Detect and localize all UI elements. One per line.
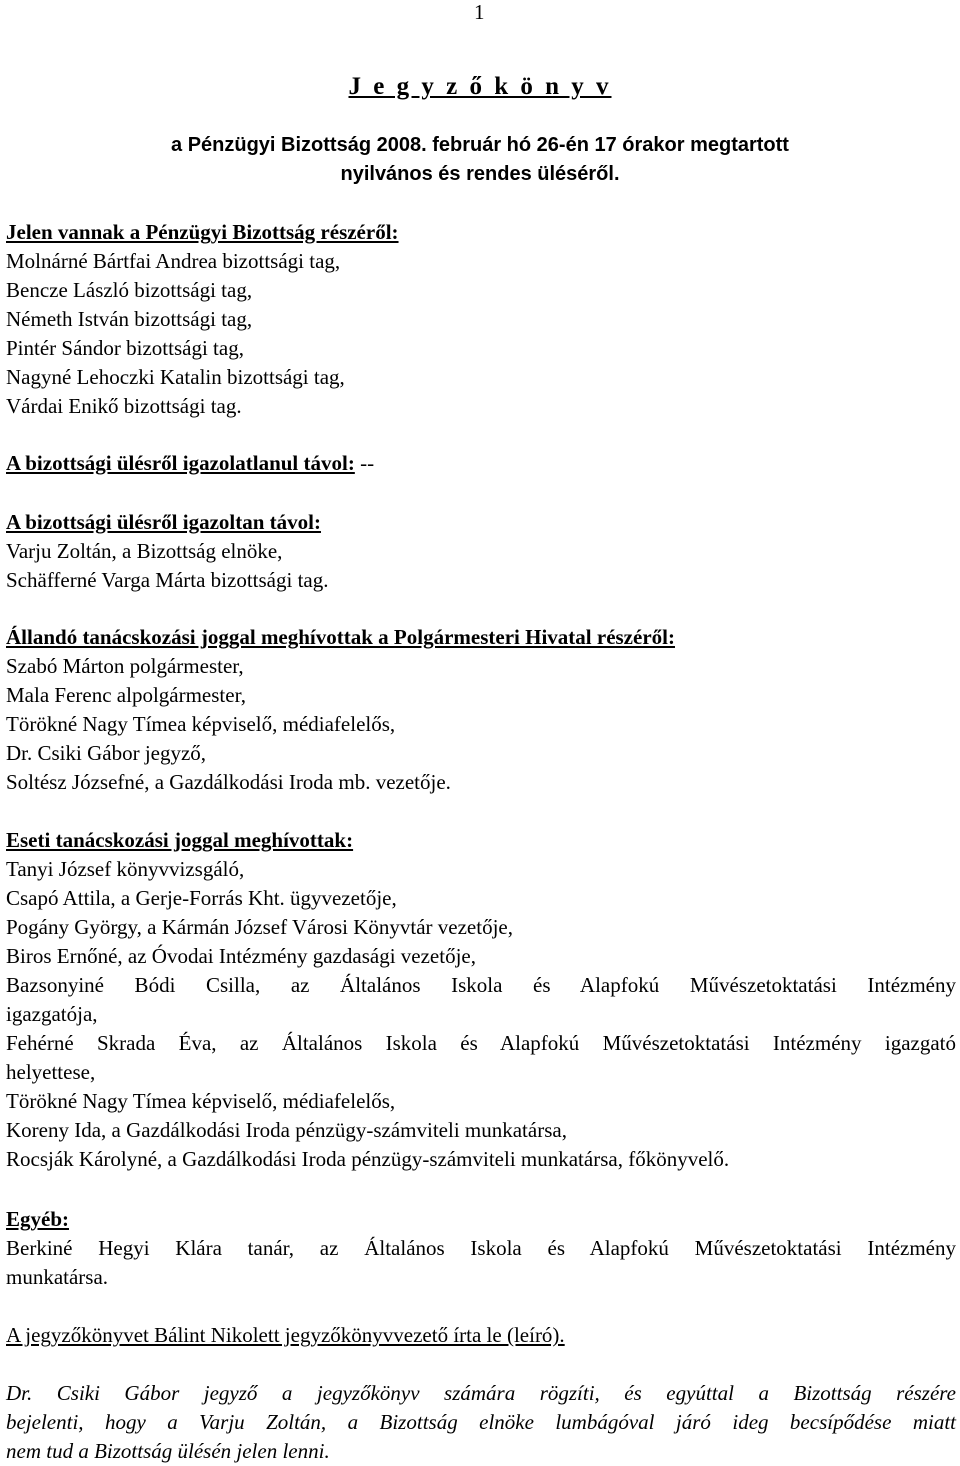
present-member: Bencze László bizottsági tag, [6,278,253,302]
absent-excused-heading: A bizottsági ülésről igazoltan távol: [6,510,321,534]
occasional-invitee: Törökné Nagy Tímea képviselő, médiafelelős, [6,1089,396,1113]
occasional-invitee: Koreny Ida, a Gazdálkodási Iroda pénzügy-számviteli munkatársa, [6,1118,567,1142]
note-line: Dr. Csiki Gábor jegyző a jegyzőkönyv számára rögzíti, és egyúttal a Bizottság részére [6,1381,956,1405]
note-line: bejelenti, hogy a Varju Zoltán, a Bizottság elnöke lumbágóval járó ideg becsípődése miatt [6,1410,956,1434]
permanent-invitee: Szabó Márton polgármester, [6,654,244,678]
present-section [6,218,956,421]
absent-member: Schäfferné Varga Márta bizottsági tag. [6,568,329,592]
minutes-taker-section [6,1321,956,1350]
occasional-invitee: Biros Ernőné, az Óvodai Intézmény gazdasági vezetője, [6,944,476,968]
permanent-invitee: Soltész Józsefné, a Gazdálkodási Iroda mb. vezetője. [6,770,451,794]
absent-member: Varju Zoltán, a Bizottság elnöke, [6,539,283,563]
occasional-invitee: Fehérné Skrada Éva, az Általános Iskola és Alapfokú Művészetoktatási Intézmény igazgató [6,1031,956,1055]
present-heading: Jelen vannak a Pénzügyi Bizottság részéről: [6,220,399,244]
present-member: Pintér Sándor bizottsági tag, [6,336,244,360]
permanent-invitee: Dr. Csiki Gábor jegyző, [6,741,207,765]
subtitle-line: nyilvános és rendes üléséről. [340,163,620,185]
other-attendee: Berkiné Hegyi Klára tanár, az Általános Iskola és Alapfokú Művészetoktatási Intézmény [6,1236,956,1260]
permanent-invited-section [6,623,956,797]
occasional-invited-heading: Eseti tanácskozási joggal meghívottak: [6,828,354,852]
present-member: Molnárné Bártfai Andrea bizottsági tag, [6,249,341,273]
document-title: J e g y z ő k ö n y v [348,73,612,100]
other-attendee-continued: munkatársa. [6,1265,109,1289]
present-member: Németh István bizottsági tag, [6,307,253,331]
permanent-invitee: Mala Ferenc alpolgármester, [6,683,246,707]
absent-unexcused-heading: A bizottsági ülésről igazolatlanul távol: [6,451,355,475]
occasional-invited-section [6,826,956,1174]
permanent-invited-heading: Állandó tanácskozási joggal meghívottak a Polgármesteri Hivatal részéről: [6,625,675,649]
note-section [6,1379,956,1466]
absent-unexcused-value: -- [354,451,375,475]
minutes-taker: A jegyzőkönyvet Bálint Nikolett jegyzőkönyvvezető írta le (leíró). [6,1323,565,1347]
occasional-invitee-continued: helyettese, [6,1060,96,1084]
note-line: nem tud a Bizottság ülésén jelen lenni. [6,1439,330,1463]
permanent-invitee: Törökné Nagy Tímea képviselő, médiafelelős, [6,712,396,736]
other-heading: Egyéb: [6,1207,69,1231]
occasional-invitee: Rocsják Károlyné, a Gazdálkodási Iroda pénzügy-számviteli munkatársa, főkönyvelő. [6,1147,730,1171]
occasional-invitee: Bazsonyiné Bódi Csilla, az Általános Iskola és Alapfokú Művészetoktatási Intézmény [6,973,956,997]
subtitle-line: a Pénzügyi Bizottság 2008. február hó 26-én 17 órakor megtartott [171,134,789,156]
other-section [6,1205,956,1292]
document-subtitle [0,131,960,189]
present-member: Várdai Enikő bizottsági tag. [6,394,242,418]
occasional-invitee: Pogány György, a Kármán József Városi Könyvtár vezetője, [6,915,513,939]
occasional-invitee-continued: igazgatója, [6,1002,98,1026]
present-member: Nagyné Lehoczki Katalin bizottsági tag, [6,365,345,389]
absent-unexcused-section [6,449,956,478]
occasional-invitee: Tanyi József könyvvizsgáló, [6,857,245,881]
occasional-invitee: Csapó Attila, a Gerje-Forrás Kht. ügyvezetője, [6,886,397,910]
page-number: 1 [474,0,485,24]
absent-excused-section [6,508,956,595]
